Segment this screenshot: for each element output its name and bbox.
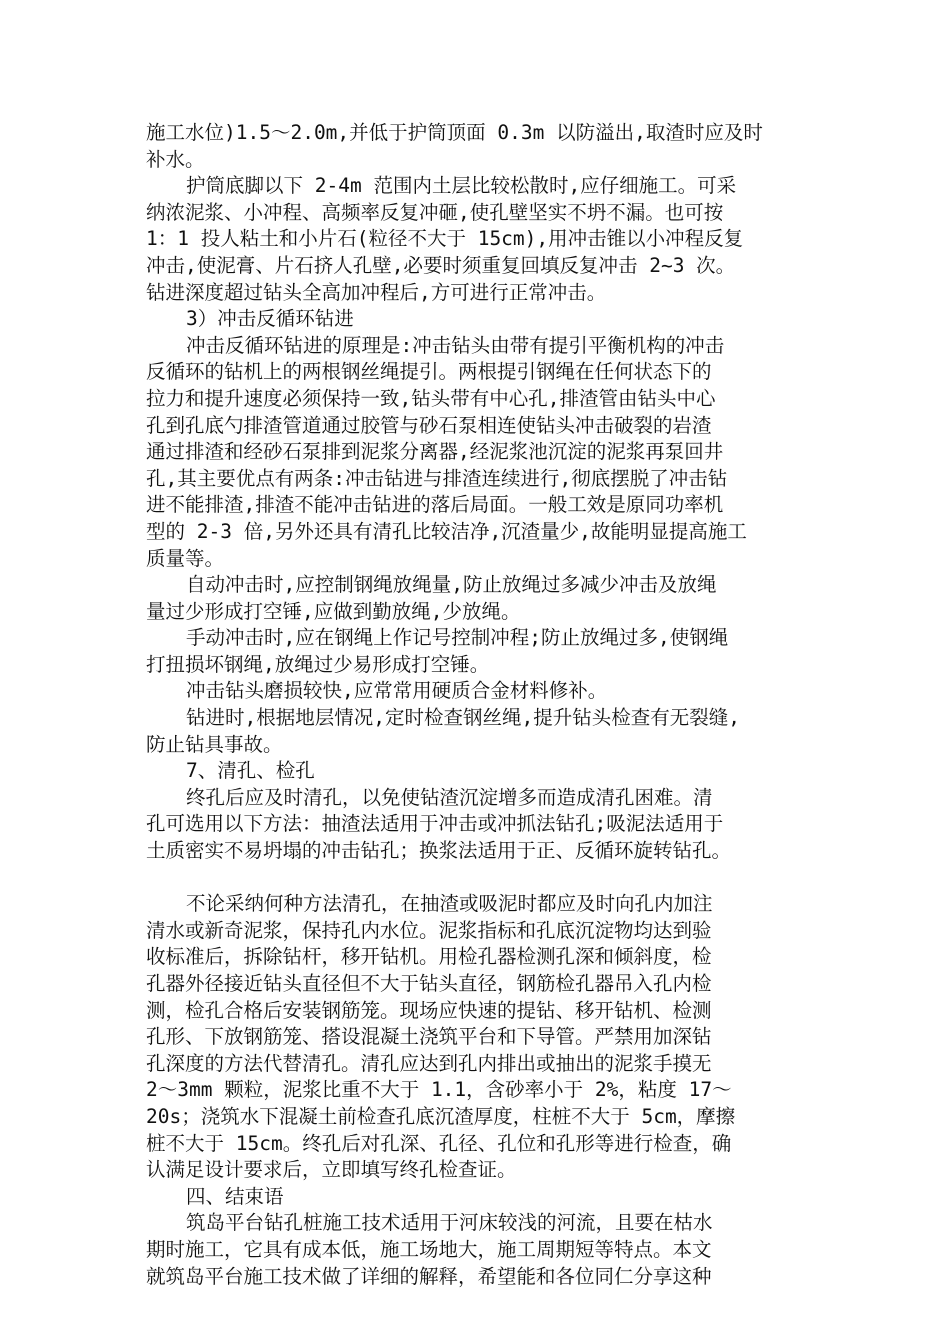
text-line: 自动冲击时,应控制钢绳放绳量,防止放绳过多减少冲击及放绳 [186,573,717,597]
text-line: 冲击反循环钻进的原理是:冲击钻头由带有提引平衡机构的冲击 [186,333,725,357]
text-line: 终孔后应及时清孔，以免使钻渣沉淀增多而造成清孔困难。清 [186,785,713,809]
text-line: 不论采纳何种方法清孔，在抽渣或吸泥时都应及时向孔内加注 [186,892,713,916]
text-line: 冲击钻头磨损较快,应常常用硬质合金材料修补。 [186,679,608,703]
text-line: 施工水位)1.5～2.0m,并低于护筒顶面 0.3m 以防溢出,取渣时应及时 [146,121,763,144]
text-line: 3）冲击反循环钻进 [186,307,354,331]
text-line: 孔器外径接近钻头直径但不大于钻头直径，钢筋检孔器吊入孔内检 [146,972,712,995]
text-line: 反循环的钻机上的两根钢丝绳提引。两根提引钢绳在任何状态下的 [146,360,712,384]
text-line: 钻进时,根据地层情况,定时检查钢丝绳,提升钻头检查有无裂缝, [186,706,740,730]
text-line: 就筑岛平台施工技术做了详细的解释，希望能和各位同仁分享这种 [146,1264,712,1288]
text-line: 筑岛平台钻孔桩施工技术适用于河床较浅的河流，且要在枯水 [186,1211,713,1235]
document-body [146,120,816,1290]
text-line: 孔到孔底勺排渣管道通过胶管与砂石泵相连使钻头冲击破裂的岩渣 [146,413,712,437]
text-line: 期时施工，它具有成本低，施工场地大，施工周期短等特点。本文 [146,1237,712,1261]
text-line: 通过排渣和经砂石泵排到泥浆分离器,经泥浆池沉淀的泥浆再泵回井 [146,440,724,464]
text-line: 拉力和提升速度必须保持一致,钻头带有中心孔,排渣管由钻头中心 [146,386,716,410]
text-line: 孔,其主要优点有两条:冲击钻进与排渣连续进行,彻底摆脱了冲击钻 [146,466,728,490]
text-line: 补水。 [146,147,205,171]
text-line: 桩不大于 15cm。终孔后对孔深、孔径、孔位和孔形等进行检查，确 [146,1131,732,1155]
text-line: 打扭损坏钢绳,放绳过少易形成打空锤。 [146,652,490,676]
text-line: 20s；浇筑水下混凝土前检查孔底沉渣厚度，柱桩不大于 5cm，摩擦 [146,1104,736,1128]
text-line: 进不能排渣,排渣不能冲击钻进的落后局面。一般工效是原同功率机 [146,493,724,517]
text-line: 孔可选用以下方法：抽渣法适用于冲击或冲抓法钻孔;吸泥法适用于 [146,812,724,836]
text-line: 纳浓泥浆、小冲程、高频率反复冲砸,使孔壁坚实不坍不漏。也可按 [146,200,724,224]
text-line: 7、清孔、检孔 [186,759,315,783]
text-line: 四、结束语 [186,1184,284,1208]
text-line: 防止钻具事故。 [146,732,283,756]
text-line: 测，检孔合格后安装钢筋笼。现场应快速的提钻、移开钻机、检测 [146,998,712,1022]
text-line: 孔形、下放钢筋笼、搭设混凝土浇筑平台和下导管。严禁用加深钻 [146,1025,712,1049]
text-line: 1：1 投人粘土和小片石(粒径不大于 15cm),用冲击锥以小冲程反复 [146,227,744,251]
text-line: 收标准后，拆除钻杆，移开钻机。用检孔器检测孔深和倾斜度，检 [146,945,712,969]
text-line: 清水或新奇泥浆，保持孔内水位。泥浆指标和孔底沉淀物均达到验 [146,918,712,942]
text-line: 2～3mm 颗粒，泥浆比重不大于 1.1，含砂率小于 2%，粘度 17～ [146,1078,732,1102]
text-line: 手动冲击时,应在钢绳上作记号控制冲程;防止放绳过多,使钢绳 [186,626,729,650]
text-line: 冲击,使泥膏、片石挤人孔壁,必要时须重复回填反复冲击 2~3 次。 [146,253,736,277]
text-line: 量过少形成打空锤,应做到勤放绳,少放绳。 [146,599,521,623]
text-line: 质量等。 [146,546,225,570]
text-line: 钻进深度超过钻头全高加冲程后,方可进行正常冲击。 [146,280,607,304]
text-line: 认满足设计要求后，立即填写终孔检查证。 [146,1158,517,1182]
blank-line [146,865,816,892]
text-line: 孔深度的方法代替清孔。清孔应达到孔内排出或抽出的泥浆手摸无 [146,1051,712,1075]
text-line: 护筒底脚以下 2-4m 范围内土层比较松散时,应仔细施工。可采 [186,174,737,198]
text-line: 土质密实不易坍塌的冲击钻孔；换浆法适用于正、反循环旋转钻孔。 [146,839,732,863]
text-line: 型的 2-3 倍,另外还具有清孔比较洁净,沉渣量少,故能明显提高施工 [146,519,747,543]
